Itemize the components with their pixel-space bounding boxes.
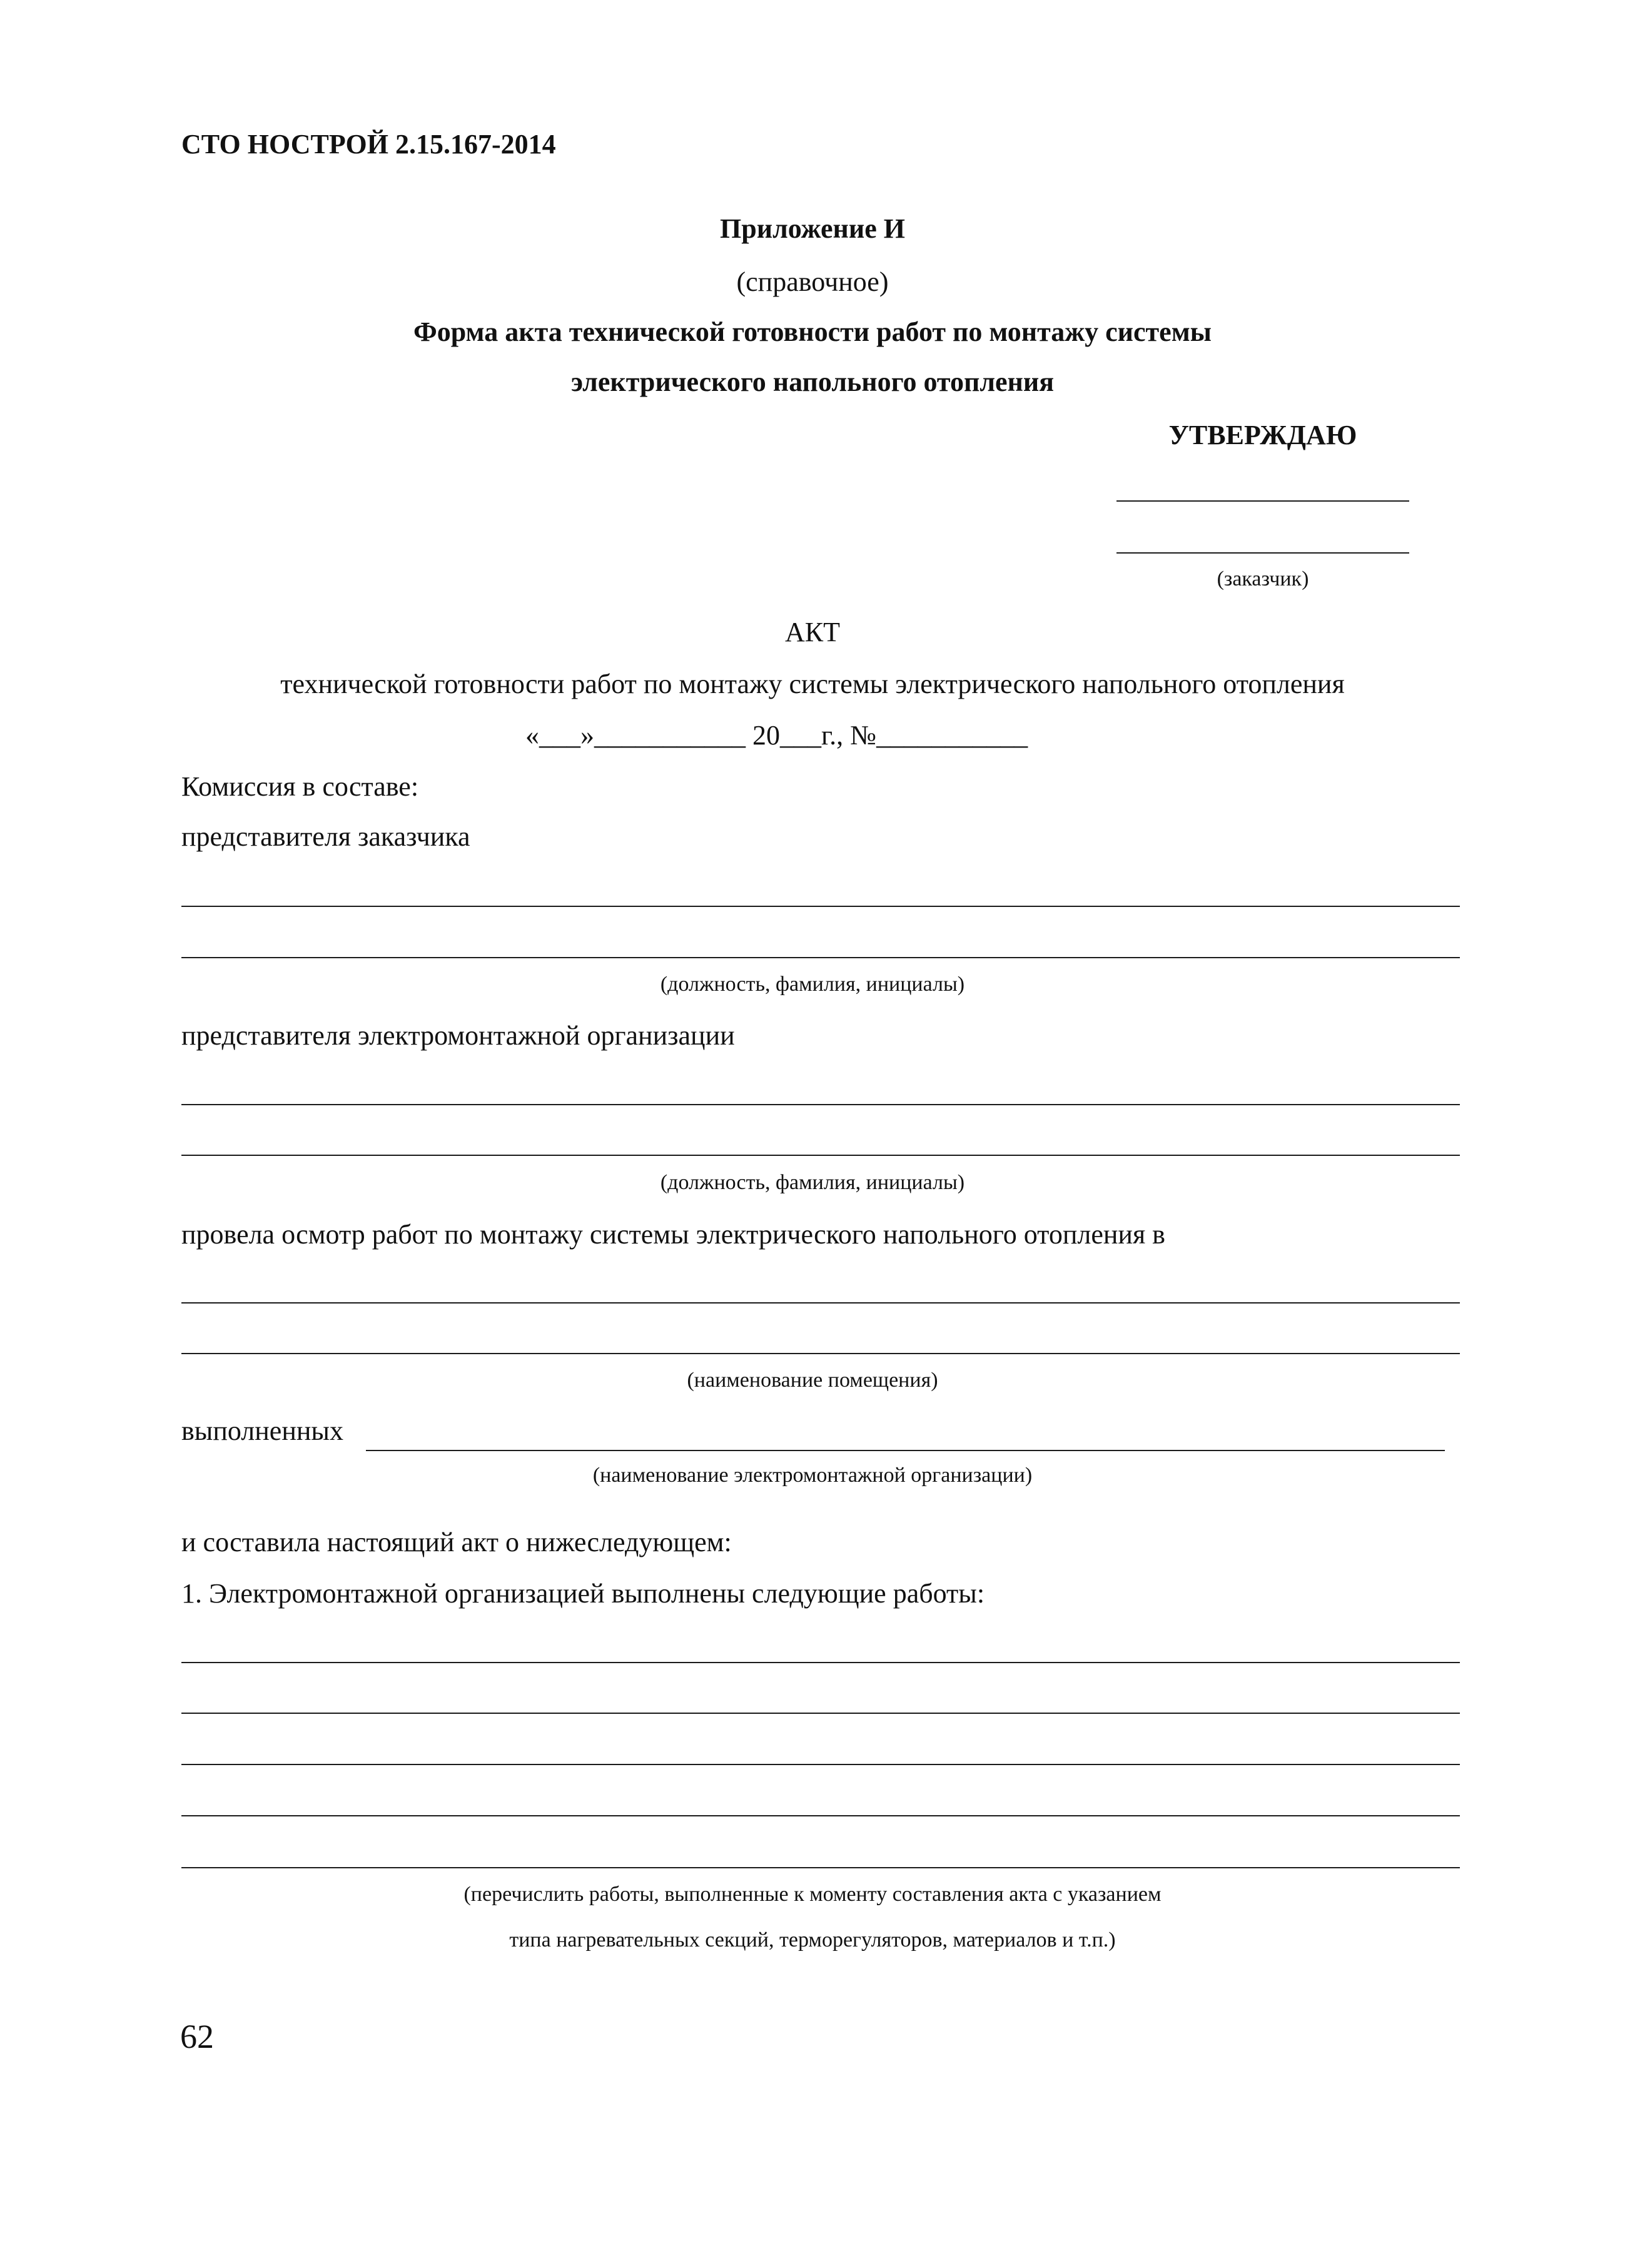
- approval-name-line[interactable]: [1116, 552, 1409, 554]
- performed-label: выполненных: [181, 1415, 343, 1446]
- works-line-1[interactable]: [181, 1662, 1460, 1663]
- contractor-rep-label: представителя электромонтажной организации: [181, 1020, 735, 1051]
- room-caption: (наименование помещения): [687, 1369, 938, 1392]
- approval-label: УТВЕРЖДАЮ: [1168, 420, 1357, 450]
- room-line-1[interactable]: [181, 1302, 1460, 1304]
- customer-rep-label: представителя заказчика: [181, 821, 470, 852]
- contractor-rep-caption: (должность, фамилия, инициалы): [660, 1171, 965, 1194]
- customer-rep-line-2[interactable]: [181, 957, 1460, 958]
- commission-label: Комиссия в составе:: [181, 771, 419, 802]
- customer-rep-line-1[interactable]: [181, 906, 1460, 907]
- room-line-2[interactable]: [181, 1353, 1460, 1354]
- appendix-label: Приложение И: [720, 213, 905, 244]
- item1-text: 1. Электромонтажной организацией выполнены следующие работы:: [181, 1578, 985, 1609]
- works-line-3[interactable]: [181, 1764, 1460, 1765]
- appendix-type: (справочное): [736, 266, 889, 297]
- works-caption-line2: типа нагревательных секций, терморегуляторов, материалов и т.п.): [509, 1928, 1116, 1952]
- standard-code: СТО НОСТРОЙ 2.15.167-2014: [181, 129, 556, 159]
- conclusion-text: и составила настоящий акт о нижеследующем:: [181, 1527, 732, 1557]
- works-line-2[interactable]: [181, 1713, 1460, 1714]
- approval-signature-line[interactable]: [1116, 500, 1409, 502]
- customer-rep-caption: (должность, фамилия, инициалы): [660, 973, 965, 996]
- act-date-number-line[interactable]: «___»___________ 20___г., №___________: [525, 720, 1028, 751]
- act-subtitle: технической готовности работ по монтажу системы электрического напольного отопления: [280, 669, 1345, 699]
- works-caption-line1: (перечислить работы, выполненные к моменту составления акта с указанием: [463, 1883, 1162, 1906]
- organization-caption: (наименование электромонтажной организации): [592, 1464, 1033, 1487]
- appendix-title-line2: электрического напольного отопления: [570, 367, 1055, 397]
- organization-line[interactable]: [366, 1450, 1445, 1451]
- works-line-5[interactable]: [181, 1867, 1460, 1868]
- page-number: 62: [180, 2018, 214, 2055]
- approval-caption: (заказчик): [1217, 567, 1309, 590]
- contractor-rep-line-1[interactable]: [181, 1104, 1460, 1105]
- inspection-text: провела осмотр работ по монтажу системы электрического напольного отопления в: [181, 1219, 1165, 1250]
- works-line-4[interactable]: [181, 1815, 1460, 1816]
- contractor-rep-line-2[interactable]: [181, 1155, 1460, 1156]
- act-title: АКТ: [785, 617, 840, 647]
- appendix-title-line1: Форма акта технической готовности работ по монтажу системы: [413, 316, 1212, 347]
